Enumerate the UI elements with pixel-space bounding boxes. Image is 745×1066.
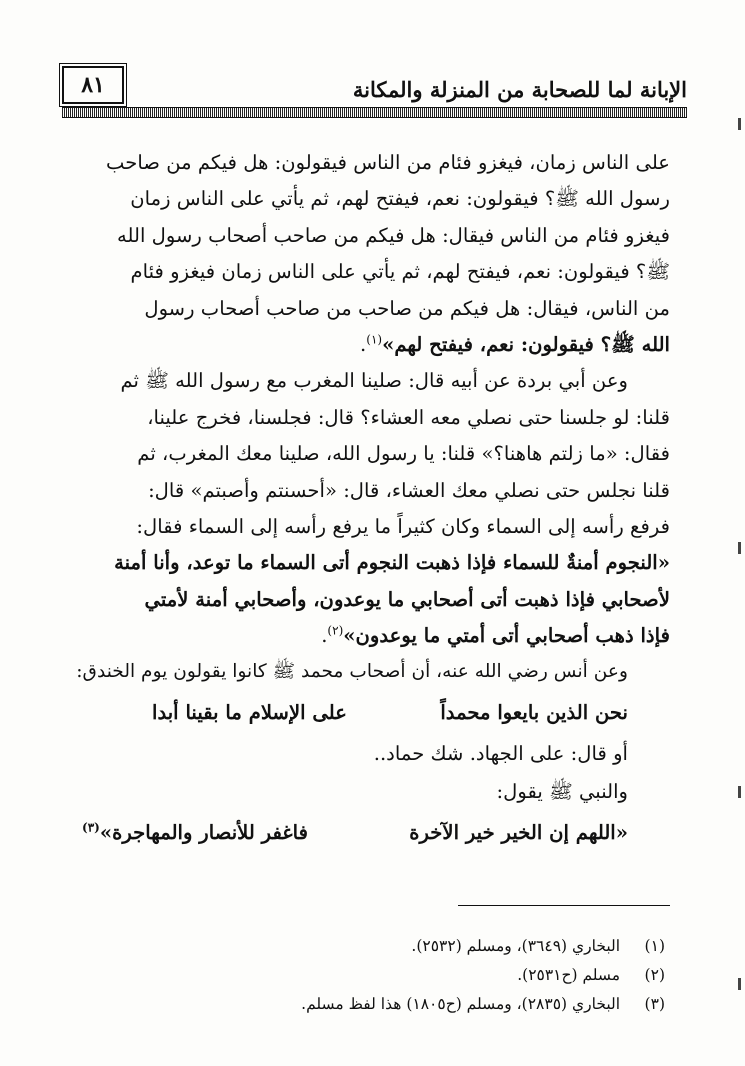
hadith-quote: فإذا ذهب أصحابي أتى أمتي ما يوعدون» [343, 624, 670, 648]
footnote-separator [458, 905, 670, 906]
text-line: فرفع رأسه إلى السماء وكان كثيراً ما يرفع رأسه إلى السماء فقال: [136, 514, 670, 538]
scan-margin-mark [738, 786, 741, 798]
running-header [62, 66, 687, 106]
footnote-ref: (١) [366, 332, 383, 347]
text-line: رسول الله ﷺ؟ فيقولون: نعم، فيفتح لهم، ثم يأتي على الناس زمان [130, 187, 670, 211]
footnote-number: (١) [644, 937, 665, 955]
verse-hemistich-left: على الإسلام ما بقينا أبدا [152, 700, 347, 724]
footnote-ref: (٢) [327, 623, 344, 638]
text-line: فيغزو فئام من الناس فيقال: هل فيكم من صاحب أصحاب رسول الله [117, 223, 670, 247]
verse-hemistich-left-text: فاغفر للأنصار والمهاجرة» [99, 820, 308, 844]
scan-margin-mark [738, 978, 741, 990]
text-line: من الناس، فيقال: هل فيكم من صاحب من صاحب أصحاب رسول [144, 296, 670, 320]
footnote-number: (٣) [644, 995, 665, 1013]
page-number: ٨١ [62, 66, 124, 104]
text-line: والنبي ﷺ يقول: [496, 779, 628, 803]
text-line: وعن أنس رضي الله عنه، أن أصحاب محمد ﷺ كانوا يقولون يوم الخندق: [76, 661, 628, 683]
verse-hemistich-right: «اللهم إن الخير خير الآخرة [409, 820, 628, 844]
text-line: أو قال: على الجهاد. شك حماد.. [373, 741, 628, 765]
text-line: على الناس زمان، فيغزو فئام من الناس فيقولون: هل فيكم من صاحب [106, 151, 670, 174]
text-line: ﷺ؟ فيقولون: نعم، فيفتح لهم، ثم يأتي على الناس زمان فيغزو فئام [130, 260, 670, 284]
text-line: قلنا: لو جلسنا حتى نصلي معه العشاء؟ قال: فجلسنا، فخرج علينا، [147, 405, 670, 429]
header-rule [62, 107, 687, 118]
text-line: فقال: «ما زلتم هاهنا؟» قلنا: يا رسول الله، صلينا معك المغرب، ثم [137, 442, 670, 466]
footnotes [70, 932, 665, 1019]
footnote-item [70, 932, 665, 961]
footnote-text: البخاري (٢٨٣٥)، ومسلم (ح١٨٠٥) هذا لفظ مسلم. [301, 995, 621, 1013]
footnote-ref: (٣) [82, 820, 100, 835]
hadith-quote: «النجوم أمنةٌ للسماء فإذا ذهبت النجوم أتى السماء ما توعد، وأنا أمنة [114, 551, 670, 575]
scan-margin-mark [738, 118, 741, 130]
footnote-item [70, 990, 665, 1019]
footnote-number: (٢) [644, 966, 665, 984]
verse-hemistich-left [70, 815, 320, 851]
footnote-text: البخاري (٣٦٤٩)، ومسلم (٢٥٣٢). [411, 937, 621, 955]
verse-row [70, 811, 670, 855]
text-line: وعن أبي بردة عن أبيه قال: صلينا المغرب مع رسول الله ﷺ ثم [120, 369, 628, 393]
text-line: قلنا نجلس حتى نصلي معك العشاء، قال: «أحسنتم وأصبتم» قال: [148, 478, 670, 502]
hadith-quote: الله ﷺ؟ فيقولون: نعم، فيفتح لهم» [382, 332, 670, 356]
scan-margin-mark [738, 542, 741, 554]
hadith-quote: لأصحابي فإذا ذهبت أتى أصحابي ما يوعدون، وأصحابي أمنة لأمتي [144, 587, 670, 611]
text-line: الله ﷺ؟ فيقولون: نعم، فيفتح لهم»$^{(١)}$. [360, 332, 670, 356]
footnote-item [70, 961, 665, 990]
verse-row [70, 691, 670, 735]
verse-hemistich-right: نحن الذين بايعوا محمداً [440, 700, 628, 724]
header-title: الإبانة لما للصحابة من المنزلة والمكانة [352, 77, 687, 102]
text-line: فإذا ذهب أصحابي أتى أمتي ما يوعدون»$^{(٢)}$. [321, 623, 670, 648]
footnote-text: مسلم (ح٢٥٣١). [517, 966, 621, 984]
body-text [70, 145, 670, 855]
